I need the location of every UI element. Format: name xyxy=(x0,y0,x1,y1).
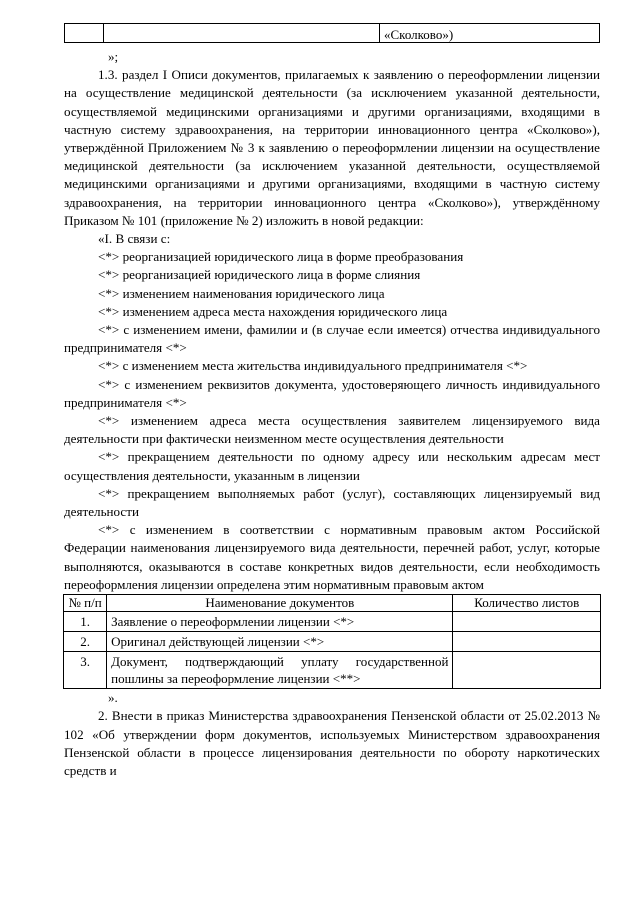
paragraph-2: 2. Внести в приказ Министерства здравоохранения Пензенской области от 25.02.2013 № 102 «Об утверждении форм документов, используемых Министерством здравоохранения Пензенской области в процессе лицензирования деятельности по обороту наркотических средств и xyxy=(64,708,600,778)
header-sheets: Количество листов xyxy=(453,595,601,612)
reason-item: <*> реорганизацией юридического лица в форме преобразования xyxy=(98,249,464,265)
row-name: Оригинал действующей лицензии <*> xyxy=(107,632,453,652)
reason-item: <*> с изменением имени, фамилии и (в случае если имеется) отчества индивидуального предпринимателя <*> xyxy=(64,322,600,356)
row-name: Заявление о переоформлении лицензии <*> xyxy=(107,612,453,632)
row-name: Документ, подтверждающий уплату государственной пошлины за переоформление лицензии <**> xyxy=(107,652,453,689)
document-body xyxy=(64,48,600,780)
row-sheets xyxy=(453,632,601,652)
reason-item: <*> изменением наименования юридического лица xyxy=(98,285,385,301)
reason-item: <*> прекращением выполняемых работ (услуг), составляющих лицензируемый вид деятельности xyxy=(64,485,600,520)
row-sheets xyxy=(453,612,601,632)
reason-item: <*> реорганизацией юридического лица в форме слияния xyxy=(98,267,421,283)
table-cell-text: «Сколково») xyxy=(380,24,600,43)
reason-item: <*> с изменением реквизитов документа, удостоверяющего личность индивидуального предпринимателя <*> xyxy=(64,376,600,410)
closing-mark: ». xyxy=(108,690,118,706)
reason-item: <*> с изменением места жительства индивидуального предпринимателя <*> xyxy=(98,358,528,374)
table-row xyxy=(65,24,600,43)
table-row xyxy=(64,652,601,689)
row-num: 1. xyxy=(64,612,107,632)
table-row xyxy=(64,612,601,632)
row-sheets xyxy=(453,652,601,689)
table-header-row xyxy=(64,595,601,612)
row-num: 3. xyxy=(64,652,107,689)
table-cell-empty xyxy=(104,24,380,43)
paragraph-1-3: 1.3. раздел I Описи документов, прилагаемых к заявлению о переоформлении лицензии на осуществление медицинской деятельности (за исключением указанной деятельности, осуществляемой медицинскими организациями и другими организациями, входящими в частную систему здравоохранения, на территории инновационного центра «Сколково»), утверждённой Приложением № 3 к заявлению о переоформлении лицензии на осуществление медицинской деятельности (за исключением указанной деятельности, осуществляемой медицинскими организациями и другими организациями, входящими в частную систему здравоохранения, на территории инновационного центра «Сколково»), утверждённому Приказом № 101 (приложение № 2) изложить в новой редакции: xyxy=(64,67,600,228)
closing-mark: »; xyxy=(108,49,119,64)
reason-item: <*> с изменением в соответствии с нормативным правовым актом Российской Федерации наименования лицензируемого вида деятельности, перечней работ, услуг, которые выполняются, оказываются в составе конкретных видов деятельности, если необходимость переоформления лицензии определена этим нормативным правовым актом xyxy=(64,522,600,592)
header-name: Наименование документов xyxy=(107,595,453,612)
top-table-fragment xyxy=(64,23,600,43)
reason-item: <*> изменением адреса места нахождения юридического лица xyxy=(98,303,448,319)
header-num: № п/п xyxy=(64,595,107,612)
table-cell-empty xyxy=(65,24,104,43)
reason-item: <*> прекращением деятельности по одному адресу или нескольким адресам мест осуществления деятельности, указанным в лицензии xyxy=(64,449,600,483)
reason-item: <*> изменением адреса места осуществления заявителем лицензируемого вида деятельности при фактически неизменном месте осуществления деятельности xyxy=(64,413,600,447)
documents-table xyxy=(63,594,601,689)
table-row xyxy=(64,632,601,652)
row-num: 2. xyxy=(64,632,107,652)
section-heading: «I. В связи с: xyxy=(98,231,171,247)
